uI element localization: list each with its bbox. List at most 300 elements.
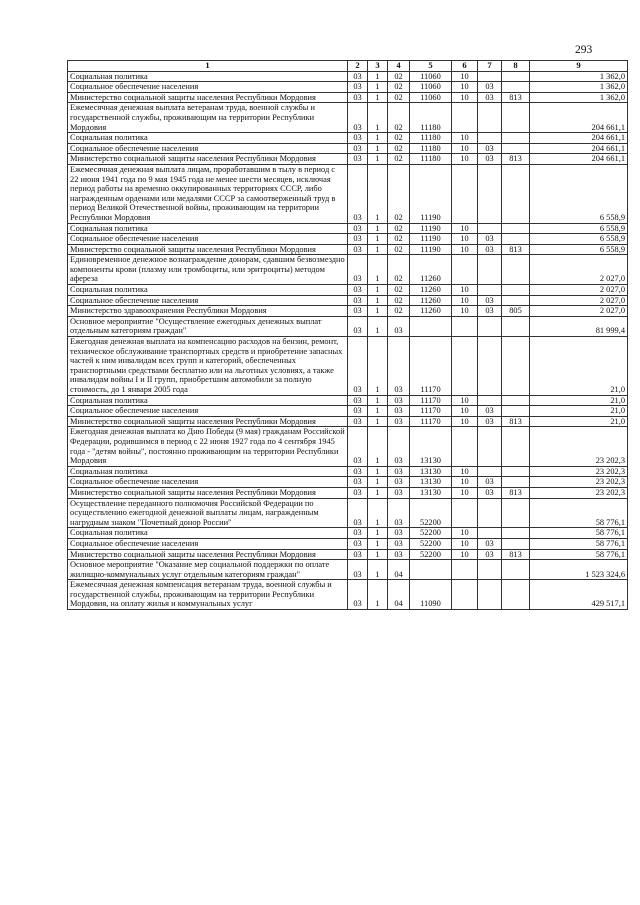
row-code-6: 10 bbox=[452, 549, 478, 560]
row-code-6: 10 bbox=[452, 244, 478, 255]
row-code-2: 03 bbox=[348, 427, 368, 466]
row-code-3: 1 bbox=[368, 133, 388, 144]
row-code-5: 52200 bbox=[410, 538, 452, 549]
row-code-8 bbox=[502, 337, 530, 396]
row-code-3: 1 bbox=[368, 427, 388, 466]
column-header: 1 bbox=[68, 61, 348, 72]
row-code-5: 11090 bbox=[410, 580, 452, 610]
row-name: Социальная политика bbox=[68, 285, 348, 296]
table-row bbox=[68, 103, 628, 133]
table-row bbox=[68, 466, 628, 477]
row-code-5: 11170 bbox=[410, 416, 452, 427]
table-row bbox=[68, 316, 628, 336]
column-header: 3 bbox=[368, 61, 388, 72]
row-amount: 58 776,1 bbox=[530, 549, 628, 560]
row-code-7: 03 bbox=[478, 406, 502, 417]
row-code-4: 02 bbox=[388, 295, 410, 306]
column-header: 2 bbox=[348, 61, 368, 72]
table-row bbox=[68, 143, 628, 154]
row-name: Основное мероприятие "Осуществление ежегодных денежных выплат отдельным категориям граждан" bbox=[68, 316, 348, 336]
row-code-3: 1 bbox=[368, 316, 388, 336]
row-code-2: 03 bbox=[348, 498, 368, 528]
row-amount: 1 362,0 bbox=[530, 92, 628, 103]
row-amount: 23 202,3 bbox=[530, 466, 628, 477]
table-row bbox=[68, 538, 628, 549]
row-amount: 21,0 bbox=[530, 416, 628, 427]
row-code-8 bbox=[502, 466, 530, 477]
row-code-5: 11180 bbox=[410, 133, 452, 144]
row-amount: 204 661,1 bbox=[530, 143, 628, 154]
table-row bbox=[68, 528, 628, 539]
row-code-7: 03 bbox=[478, 487, 502, 498]
row-amount: 58 776,1 bbox=[530, 498, 628, 528]
table-row bbox=[68, 92, 628, 103]
row-code-6: 10 bbox=[452, 306, 478, 317]
row-code-7: 03 bbox=[478, 549, 502, 560]
row-code-8 bbox=[502, 295, 530, 306]
row-code-2: 03 bbox=[348, 337, 368, 396]
row-code-6: 10 bbox=[452, 143, 478, 154]
row-code-3: 1 bbox=[368, 71, 388, 82]
row-code-6: 10 bbox=[452, 295, 478, 306]
row-code-7: 03 bbox=[478, 295, 502, 306]
row-code-2: 03 bbox=[348, 71, 368, 82]
row-code-7: 03 bbox=[478, 416, 502, 427]
row-code-2: 03 bbox=[348, 316, 368, 336]
row-code-2: 03 bbox=[348, 295, 368, 306]
row-code-6 bbox=[452, 427, 478, 466]
row-code-8 bbox=[502, 255, 530, 285]
column-header: 4 bbox=[388, 61, 410, 72]
row-code-6: 10 bbox=[452, 487, 478, 498]
row-code-3: 1 bbox=[368, 244, 388, 255]
row-code-3: 1 bbox=[368, 406, 388, 417]
row-code-2: 03 bbox=[348, 154, 368, 165]
header-row bbox=[68, 61, 628, 72]
row-code-7: 03 bbox=[478, 538, 502, 549]
row-code-7 bbox=[478, 528, 502, 539]
row-code-7 bbox=[478, 285, 502, 296]
row-code-7: 03 bbox=[478, 306, 502, 317]
row-code-3: 1 bbox=[368, 164, 388, 223]
row-code-7 bbox=[478, 103, 502, 133]
row-name: Социальное обеспечение населения bbox=[68, 538, 348, 549]
table-row bbox=[68, 580, 628, 610]
row-code-8 bbox=[502, 528, 530, 539]
row-code-3: 1 bbox=[368, 285, 388, 296]
row-code-4: 02 bbox=[388, 244, 410, 255]
row-amount: 21,0 bbox=[530, 337, 628, 396]
row-code-4: 02 bbox=[388, 285, 410, 296]
row-code-7 bbox=[478, 395, 502, 406]
table-row bbox=[68, 82, 628, 93]
row-name: Социальное обеспечение населения bbox=[68, 406, 348, 417]
row-amount: 21,0 bbox=[530, 406, 628, 417]
column-header: 8 bbox=[502, 61, 530, 72]
column-header: 6 bbox=[452, 61, 478, 72]
row-code-8: 813 bbox=[502, 416, 530, 427]
table-row bbox=[68, 164, 628, 223]
row-code-2: 03 bbox=[348, 103, 368, 133]
row-code-8 bbox=[502, 164, 530, 223]
row-code-8 bbox=[502, 71, 530, 82]
row-code-6 bbox=[452, 316, 478, 336]
row-amount: 2 027,0 bbox=[530, 306, 628, 317]
row-name: Министерство социальной защиты населения Республики Мордовия bbox=[68, 416, 348, 427]
row-code-4: 03 bbox=[388, 395, 410, 406]
row-code-8 bbox=[502, 316, 530, 336]
table-row bbox=[68, 133, 628, 144]
row-code-8 bbox=[502, 143, 530, 154]
budget-table bbox=[67, 60, 628, 610]
row-code-2: 03 bbox=[348, 580, 368, 610]
row-code-2: 03 bbox=[348, 395, 368, 406]
row-code-3: 1 bbox=[368, 580, 388, 610]
row-amount: 1 523 324,6 bbox=[530, 560, 628, 580]
row-code-8: 813 bbox=[502, 244, 530, 255]
row-code-6 bbox=[452, 337, 478, 396]
row-code-3: 1 bbox=[368, 337, 388, 396]
row-code-7 bbox=[478, 466, 502, 477]
row-code-4: 02 bbox=[388, 143, 410, 154]
row-name: Социальное обеспечение населения bbox=[68, 295, 348, 306]
row-code-2: 03 bbox=[348, 528, 368, 539]
row-code-4: 02 bbox=[388, 154, 410, 165]
row-amount: 58 776,1 bbox=[530, 538, 628, 549]
row-code-4: 02 bbox=[388, 164, 410, 223]
row-code-7 bbox=[478, 427, 502, 466]
row-code-5: 11060 bbox=[410, 71, 452, 82]
table-row bbox=[68, 498, 628, 528]
row-code-2: 03 bbox=[348, 560, 368, 580]
row-code-3: 1 bbox=[368, 154, 388, 165]
row-code-2: 03 bbox=[348, 306, 368, 317]
row-name: Социальная политика bbox=[68, 223, 348, 234]
row-code-6: 10 bbox=[452, 71, 478, 82]
row-name: Ежемесячная денежная компенсация ветеранам труда, военной службы и государственной службы, проживающим на территории Республики Мордовия, на оплату жилья и коммунальных услуг bbox=[68, 580, 348, 610]
row-code-5: 13130 bbox=[410, 427, 452, 466]
row-code-7 bbox=[478, 255, 502, 285]
row-code-8 bbox=[502, 580, 530, 610]
row-code-4: 03 bbox=[388, 549, 410, 560]
row-name: Социальная политика bbox=[68, 466, 348, 477]
row-code-7 bbox=[478, 337, 502, 396]
row-amount: 204 661,1 bbox=[530, 133, 628, 144]
row-code-8: 813 bbox=[502, 549, 530, 560]
row-code-3: 1 bbox=[368, 466, 388, 477]
row-code-6: 10 bbox=[452, 154, 478, 165]
row-name: Социальное обеспечение населения bbox=[68, 82, 348, 93]
row-amount: 6 558,9 bbox=[530, 234, 628, 245]
row-code-4: 03 bbox=[388, 316, 410, 336]
row-code-6 bbox=[452, 255, 478, 285]
row-name: Ежемесячная денежная выплата лицам, проработавшим в тылу в период с 22 июня 1941 года по 9 мая 1945 года не менее шести месяцев, исключая период работы на временно оккупированных территориях СССР, либо награжденным орденами или медалями СССР за самоотверженный труд в период Великой Отечественной войны, проживающим на территории Республики Мордовия bbox=[68, 164, 348, 223]
row-code-4: 02 bbox=[388, 306, 410, 317]
row-code-5: 11180 bbox=[410, 103, 452, 133]
row-code-7 bbox=[478, 560, 502, 580]
table-row bbox=[68, 71, 628, 82]
row-name: Социальная политика bbox=[68, 395, 348, 406]
row-code-3: 1 bbox=[368, 234, 388, 245]
table-row bbox=[68, 154, 628, 165]
row-code-6 bbox=[452, 560, 478, 580]
row-name: Министерство социальной защиты населения Республики Мордовия bbox=[68, 487, 348, 498]
table-row bbox=[68, 427, 628, 466]
row-code-2: 03 bbox=[348, 143, 368, 154]
row-code-8 bbox=[502, 406, 530, 417]
row-code-5: 11170 bbox=[410, 395, 452, 406]
row-code-3: 1 bbox=[368, 306, 388, 317]
row-code-5 bbox=[410, 560, 452, 580]
row-code-3: 1 bbox=[368, 92, 388, 103]
row-code-7 bbox=[478, 71, 502, 82]
row-code-5: 13130 bbox=[410, 487, 452, 498]
row-amount: 6 558,9 bbox=[530, 244, 628, 255]
row-code-7: 03 bbox=[478, 92, 502, 103]
row-name: Социальное обеспечение населения bbox=[68, 234, 348, 245]
row-code-8 bbox=[502, 223, 530, 234]
row-code-6: 10 bbox=[452, 406, 478, 417]
row-code-4: 03 bbox=[388, 487, 410, 498]
row-code-3: 1 bbox=[368, 223, 388, 234]
row-code-3: 1 bbox=[368, 477, 388, 488]
row-code-4: 02 bbox=[388, 133, 410, 144]
row-code-8 bbox=[502, 560, 530, 580]
row-code-8 bbox=[502, 285, 530, 296]
row-name: Ежегодная денежная выплата на компенсацию расходов на бензин, ремонт, техническое обслуживание транспортных средств и приобретение запасных частей к ним инвалидам всех групп и категорий, обеспеченных транспортными средствами бесплатно или на льготных условиях, а также инвалидам войны I и II групп, приобретшим автомобили за полную стоимость, до 1 января 2005 года bbox=[68, 337, 348, 396]
row-code-8 bbox=[502, 133, 530, 144]
row-code-4: 03 bbox=[388, 337, 410, 396]
row-amount: 81 999,4 bbox=[530, 316, 628, 336]
table-row bbox=[68, 223, 628, 234]
row-code-2: 03 bbox=[348, 164, 368, 223]
row-code-5: 11180 bbox=[410, 154, 452, 165]
row-code-8 bbox=[502, 395, 530, 406]
row-code-4: 04 bbox=[388, 580, 410, 610]
row-code-3: 1 bbox=[368, 416, 388, 427]
row-code-6 bbox=[452, 580, 478, 610]
row-code-5: 11190 bbox=[410, 223, 452, 234]
row-code-2: 03 bbox=[348, 487, 368, 498]
row-code-8: 813 bbox=[502, 154, 530, 165]
row-code-2: 03 bbox=[348, 406, 368, 417]
row-code-6: 10 bbox=[452, 234, 478, 245]
row-code-6: 10 bbox=[452, 538, 478, 549]
row-code-7: 03 bbox=[478, 234, 502, 245]
row-amount: 23 202,3 bbox=[530, 427, 628, 466]
table-row bbox=[68, 416, 628, 427]
row-code-3: 1 bbox=[368, 538, 388, 549]
row-code-6: 10 bbox=[452, 223, 478, 234]
row-name: Ежегодная денежная выплата ко Дню Победы (9 мая) гражданам Российской Федерации, родившимся в период с 22 июня 1927 года по 4 сентября 1945 года - "детям войны", постоянно проживающим на территории Республики Мордовия bbox=[68, 427, 348, 466]
row-name: Министерство социальной защиты населения Республики Мордовия bbox=[68, 92, 348, 103]
row-amount: 204 661,1 bbox=[530, 103, 628, 133]
row-code-4: 02 bbox=[388, 103, 410, 133]
row-code-6: 10 bbox=[452, 82, 478, 93]
row-code-8 bbox=[502, 538, 530, 549]
row-code-4: 02 bbox=[388, 82, 410, 93]
table-row bbox=[68, 306, 628, 317]
row-code-8 bbox=[502, 82, 530, 93]
row-amount: 23 202,3 bbox=[530, 477, 628, 488]
row-code-5: 11170 bbox=[410, 406, 452, 417]
row-code-4: 02 bbox=[388, 255, 410, 285]
row-code-4: 03 bbox=[388, 538, 410, 549]
row-amount: 6 558,9 bbox=[530, 164, 628, 223]
row-name: Осуществление переданного полномочия Российской Федерации по осуществлению ежегодной денежной выплаты лицам, награжденным нагрудным знаком "Почетный донор России" bbox=[68, 498, 348, 528]
row-code-7 bbox=[478, 223, 502, 234]
row-code-6: 10 bbox=[452, 285, 478, 296]
row-code-2: 03 bbox=[348, 538, 368, 549]
row-code-6: 10 bbox=[452, 528, 478, 539]
table-row bbox=[68, 487, 628, 498]
row-code-6 bbox=[452, 498, 478, 528]
row-code-8: 813 bbox=[502, 92, 530, 103]
row-name: Социальная политика bbox=[68, 133, 348, 144]
row-name: Министерство социальной защиты населения Республики Мордовия bbox=[68, 244, 348, 255]
row-code-7 bbox=[478, 580, 502, 610]
row-code-5: 13130 bbox=[410, 477, 452, 488]
column-header: 5 bbox=[410, 61, 452, 72]
row-code-4: 02 bbox=[388, 92, 410, 103]
row-code-7: 03 bbox=[478, 477, 502, 488]
table-row bbox=[68, 549, 628, 560]
row-code-3: 1 bbox=[368, 487, 388, 498]
row-code-2: 03 bbox=[348, 244, 368, 255]
row-code-3: 1 bbox=[368, 560, 388, 580]
row-amount: 6 558,9 bbox=[530, 223, 628, 234]
row-amount: 23 202,3 bbox=[530, 487, 628, 498]
row-code-5: 11260 bbox=[410, 285, 452, 296]
row-amount: 21,0 bbox=[530, 395, 628, 406]
row-name: Социальное обеспечение населения bbox=[68, 143, 348, 154]
row-code-2: 03 bbox=[348, 234, 368, 245]
row-name: Основное мероприятие "Оказание мер социальной поддержки по оплате жилищно-коммунальных услуг отдельным категориям граждан" bbox=[68, 560, 348, 580]
row-code-2: 03 bbox=[348, 466, 368, 477]
row-code-5: 11060 bbox=[410, 92, 452, 103]
column-header: 9 bbox=[530, 61, 628, 72]
row-code-6: 10 bbox=[452, 395, 478, 406]
row-amount: 1 362,0 bbox=[530, 82, 628, 93]
row-name: Единовременное денежное вознаграждение донорам, сдавшим безвозмездно компоненты крови (плазму или тромбоциты, или эритроциты) методом афереза bbox=[68, 255, 348, 285]
row-code-8 bbox=[502, 498, 530, 528]
table-row bbox=[68, 560, 628, 580]
row-code-4: 03 bbox=[388, 427, 410, 466]
row-code-2: 03 bbox=[348, 255, 368, 285]
row-code-3: 1 bbox=[368, 255, 388, 285]
row-code-8: 805 bbox=[502, 306, 530, 317]
row-code-5: 52200 bbox=[410, 549, 452, 560]
row-code-3: 1 bbox=[368, 395, 388, 406]
row-code-4: 02 bbox=[388, 234, 410, 245]
table-row bbox=[68, 234, 628, 245]
row-name: Министерство социальной защиты населения Республики Мордовия bbox=[68, 549, 348, 560]
row-code-5: 11190 bbox=[410, 164, 452, 223]
row-code-5: 11190 bbox=[410, 244, 452, 255]
row-code-4: 02 bbox=[388, 71, 410, 82]
row-code-8 bbox=[502, 427, 530, 466]
row-code-4: 04 bbox=[388, 560, 410, 580]
row-code-7: 03 bbox=[478, 154, 502, 165]
row-code-8 bbox=[502, 477, 530, 488]
row-code-7 bbox=[478, 133, 502, 144]
table-row bbox=[68, 395, 628, 406]
row-code-7: 03 bbox=[478, 82, 502, 93]
row-code-5: 11260 bbox=[410, 306, 452, 317]
row-code-3: 1 bbox=[368, 82, 388, 93]
row-code-6 bbox=[452, 164, 478, 223]
table-row bbox=[68, 244, 628, 255]
column-header: 7 bbox=[478, 61, 502, 72]
row-name: Ежемесячная денежная выплата ветеранам труда, военной службы и государственной службы, проживающим на территории Республики Мордовия bbox=[68, 103, 348, 133]
row-amount: 58 776,1 bbox=[530, 528, 628, 539]
row-code-4: 03 bbox=[388, 477, 410, 488]
row-code-5: 52200 bbox=[410, 528, 452, 539]
row-code-5: 11170 bbox=[410, 337, 452, 396]
row-code-2: 03 bbox=[348, 549, 368, 560]
row-code-7: 03 bbox=[478, 143, 502, 154]
row-code-6 bbox=[452, 103, 478, 133]
row-code-3: 1 bbox=[368, 528, 388, 539]
table-row bbox=[68, 255, 628, 285]
row-code-8: 813 bbox=[502, 487, 530, 498]
row-code-5: 52200 bbox=[410, 498, 452, 528]
row-code-8 bbox=[502, 234, 530, 245]
row-name: Социальная политика bbox=[68, 528, 348, 539]
row-code-2: 03 bbox=[348, 82, 368, 93]
row-name: Министерство социальной защиты населения Республики Мордовия bbox=[68, 154, 348, 165]
row-amount: 2 027,0 bbox=[530, 295, 628, 306]
row-code-2: 03 bbox=[348, 92, 368, 103]
row-code-2: 03 bbox=[348, 477, 368, 488]
row-code-7 bbox=[478, 164, 502, 223]
row-code-5: 11180 bbox=[410, 143, 452, 154]
table-row bbox=[68, 406, 628, 417]
row-code-3: 1 bbox=[368, 103, 388, 133]
row-code-5: 11260 bbox=[410, 255, 452, 285]
row-code-2: 03 bbox=[348, 416, 368, 427]
row-code-2: 03 bbox=[348, 133, 368, 144]
row-code-3: 1 bbox=[368, 549, 388, 560]
row-code-4: 03 bbox=[388, 466, 410, 477]
row-code-3: 1 bbox=[368, 498, 388, 528]
table-row bbox=[68, 295, 628, 306]
page-number: 293 bbox=[575, 44, 593, 56]
row-name: Социальное обеспечение населения bbox=[68, 477, 348, 488]
row-code-2: 03 bbox=[348, 285, 368, 296]
row-code-6: 10 bbox=[452, 477, 478, 488]
row-code-4: 03 bbox=[388, 406, 410, 417]
row-amount: 2 027,0 bbox=[530, 255, 628, 285]
table-row bbox=[68, 285, 628, 296]
row-amount: 1 362,0 bbox=[530, 71, 628, 82]
row-code-3: 1 bbox=[368, 295, 388, 306]
row-code-7: 03 bbox=[478, 244, 502, 255]
table-body bbox=[68, 71, 628, 609]
row-name: Министерство здравоохранения Республики Мордовия bbox=[68, 306, 348, 317]
row-code-2: 03 bbox=[348, 223, 368, 234]
row-code-5: 11260 bbox=[410, 295, 452, 306]
table-row bbox=[68, 337, 628, 396]
row-code-4: 03 bbox=[388, 416, 410, 427]
row-code-6: 10 bbox=[452, 92, 478, 103]
row-code-7 bbox=[478, 316, 502, 336]
row-code-6: 10 bbox=[452, 133, 478, 144]
row-code-7 bbox=[478, 498, 502, 528]
row-code-6: 10 bbox=[452, 466, 478, 477]
row-code-5: 13130 bbox=[410, 466, 452, 477]
row-code-4: 03 bbox=[388, 528, 410, 539]
